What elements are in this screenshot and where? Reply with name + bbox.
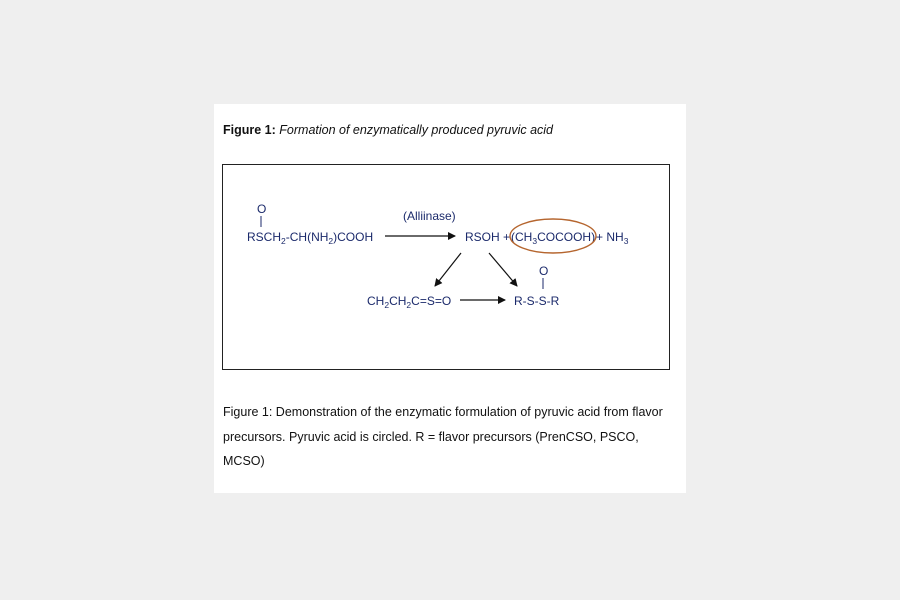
product-rsoh: RSOH + bbox=[465, 230, 511, 244]
figure-caption: Figure 1: Demonstration of the enzymatic formulation of pyruvic acid from flavor precursors. Pyruvic acid is circled. R = flavor precursors (PrenCSO, PSCO, MCSO) bbox=[223, 405, 663, 468]
pyruvic-acid-formula: $(CH_3COCOOH)$ bbox=[511, 230, 596, 246]
figure-card bbox=[214, 104, 686, 493]
figure-title-label: Figure 1: bbox=[223, 123, 276, 137]
reactant-formula: $RSCH_2-CH(NH_2)COOH$ bbox=[247, 230, 374, 246]
figure-title bbox=[223, 123, 553, 137]
reactant-oxygen: O bbox=[257, 202, 267, 216]
figure-title-text: Formation of enzymatically produced pyruvic acid bbox=[279, 123, 554, 137]
lower-left-compound: $CH_2CH_2C=S=O$ bbox=[367, 294, 452, 310]
lower-right-compound: R-S-S-R bbox=[514, 294, 560, 308]
reaction-svg bbox=[223, 165, 671, 371]
enzyme-label: (Alliinase) bbox=[403, 209, 456, 223]
product-ammonia: + $NH_3$ bbox=[596, 230, 629, 246]
reaction-diagram bbox=[222, 164, 670, 370]
arrow-to-disulfide bbox=[489, 253, 517, 286]
arrow-to-thiosulfinate bbox=[435, 253, 461, 286]
lower-right-oxygen: O bbox=[539, 264, 549, 278]
